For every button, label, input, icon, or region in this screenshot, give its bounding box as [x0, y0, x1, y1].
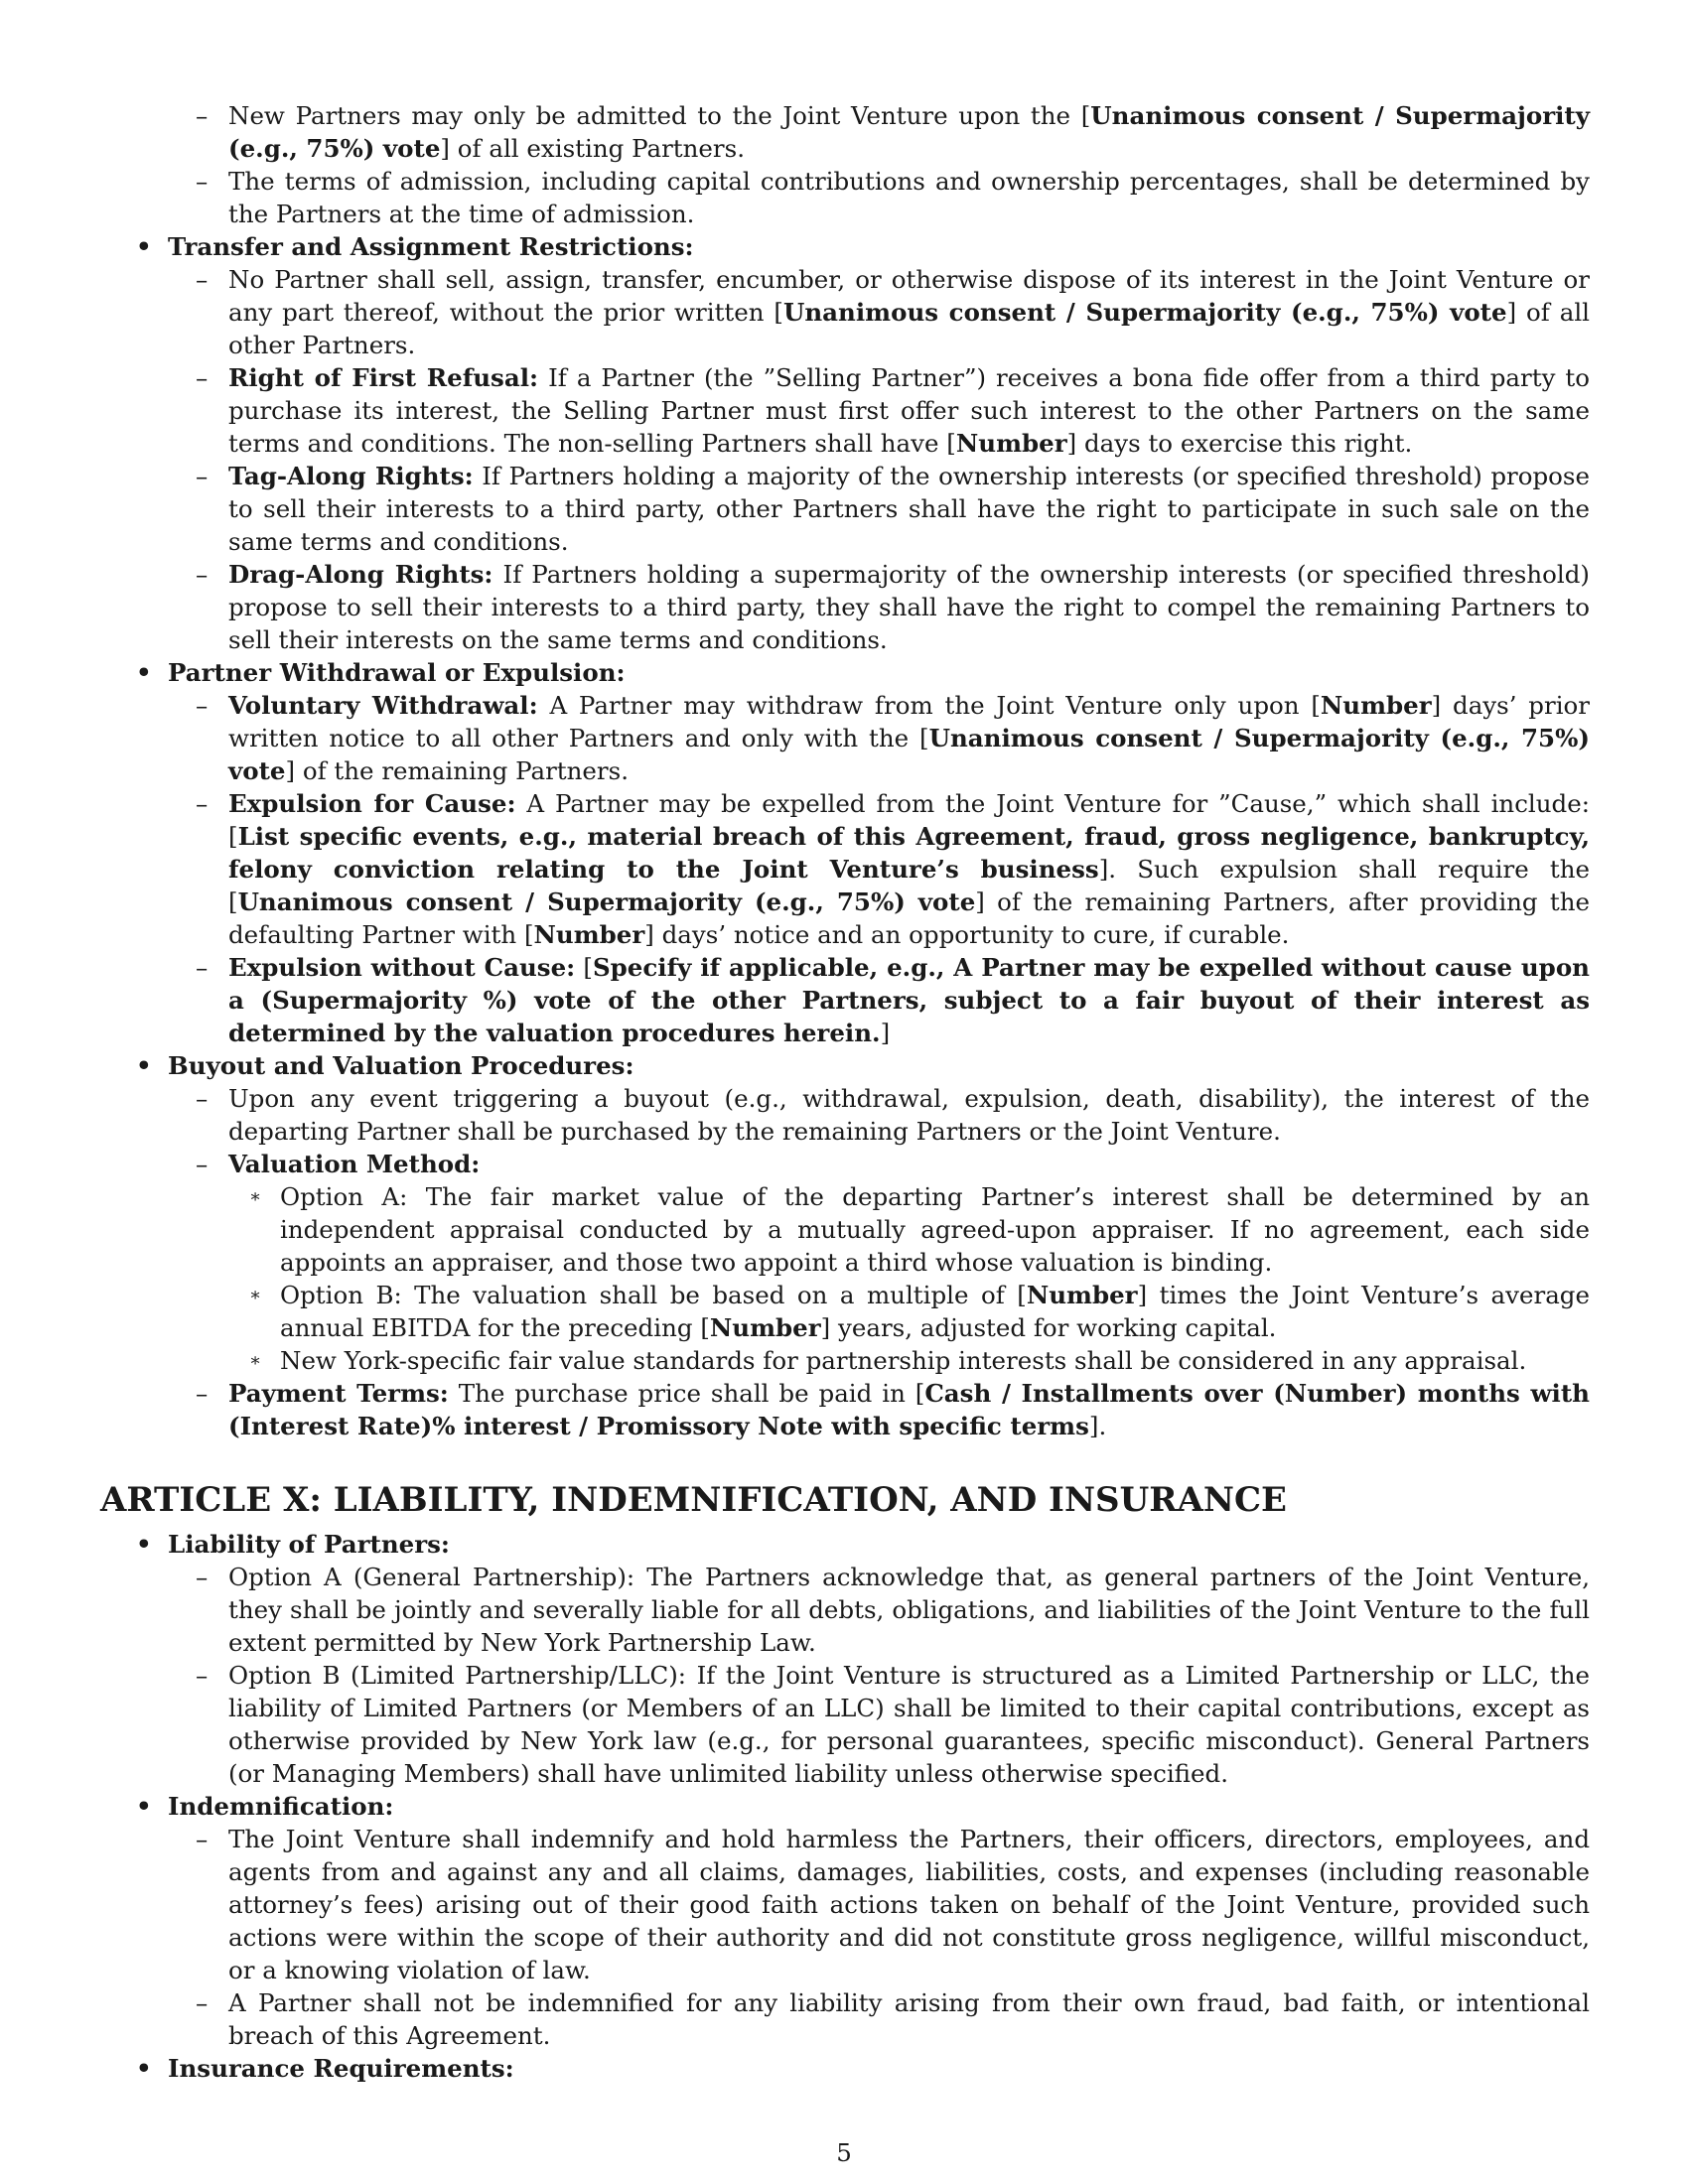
list-item: – Option B (Limited Partnership/LLC): If the Joint Venture is structured as a Limited Partnership or LLC, the liability of Limited Partners (or Members of an LLC) shall be limited to their capital contributions, except as otherwise provided by New York law (e.g., for personal guarantees, specific misconduct). General Partners (or Managing Members) shall have unlimited liability unless otherwise specified. [196, 1661, 1590, 1788]
article-heading: ARTICLE X: LIABILITY, INDEMNIFICATION, AND INSURANCE [100, 1480, 1287, 1520]
dash-marker: – [196, 462, 209, 490]
dash-marker: – [196, 1661, 209, 1690]
sub-list-item-option-b: ∗ Option B: The valuation shall be based on a multiple of [Number] times the Joint Venture’s average annual EBITDA for the preceding [Number] years, adjusted for working capital. [249, 1281, 1590, 1342]
dash-marker: – [196, 953, 209, 982]
dash-marker: – [196, 1825, 209, 1853]
list-item-payment-terms: – Payment Terms: The purchase price shall be paid in [Cash / Installments over (Number) months with (Interest Rate)% interest / Promissory Note with specific terms]. [196, 1379, 1590, 1440]
bullet-marker: • [136, 1051, 152, 1080]
document-page [100, 99, 1590, 2085]
dash-marker: – [196, 1084, 209, 1113]
list-item: – A Partner shall not be indemnified for any liability arising from their own fraud, bad faith, or intentional breach of this Agreement. [196, 1988, 1590, 2050]
bullet-marker: • [136, 232, 152, 261]
list-item: – New Partners may only be admitted to the Joint Venture upon the [Unanimous consent / Supermajority (e.g., 75%) vote] of all existing Partners. [196, 101, 1590, 163]
dash-marker: – [196, 1379, 209, 1408]
list-item-tag-along: – Tag-Along Rights: If Partners holding a majority of the ownership interests (or specified threshold) propose to sell their interests to a third party, other Partners shall have the right to participate in such sale on the same terms and conditions. [196, 462, 1590, 556]
star-marker: ∗ [249, 1285, 262, 1305]
list-item: – Upon any event triggering a buyout (e.g., withdrawal, expulsion, death, disability), the interest of the departing Partner shall be purchased by the remaining Partners or the Joint Venture. [196, 1084, 1590, 1146]
dash-marker: – [196, 167, 209, 196]
list-item: – The terms of admission, including capital contributions and ownership percentages, shall be determined by the Partners at the time of admission. [196, 167, 1590, 228]
dash-marker: – [196, 101, 209, 130]
dash-marker: – [196, 1150, 209, 1178]
list-item-drag-along: – Drag-Along Rights: If Partners holding a supermajority of the ownership interests (or specified threshold) propose to sell their interests to a third party, they shall have the right to compel the remaining Partners to sell their interests on the same terms and conditions. [196, 560, 1590, 654]
list-item-right-of-first-refusal: – Right of First Refusal: If a Partner (the ”Selling Partner”) receives a bona fide offer from a third party to purchase its interest, the Selling Partner must first offer such interest to the other Partners on the same terms and conditions. The non-selling Partners shall have [Number] days to exercise this right. [196, 363, 1591, 458]
dash-marker: – [196, 691, 209, 720]
section-heading-transfer: • Transfer and Assignment Restrictions: [136, 232, 694, 261]
bullet-marker: • [136, 1792, 152, 1821]
list-item-valuation-method: – Valuation Method: [196, 1150, 481, 1178]
dash-marker: – [196, 265, 209, 294]
sub-list-item-ny-standards: ∗ New York-specific fair value standards for partnership interests shall be considered in any appraisal. [249, 1346, 1527, 1375]
list-item-expulsion-without-cause: – Expulsion without Cause: [Specify if applicable, e.g., A Partner may be expelled without cause upon a (Supermajority %) vote of the other Partners, subject to a fair buyout of their interest as determined by the valuation procedures herein.] [196, 953, 1590, 1047]
dash-marker: – [196, 363, 209, 392]
star-marker: ∗ [249, 1186, 262, 1207]
list-item-expulsion-for-cause: – Expulsion for Cause: A Partner may be expelled from the Joint Venture for ”Cause,” which shall include: [List specific events, e.g., material breach of this Agreement, fraud, gross negligence, bankruptcy, felony conviction relating to the Joint Venture’s business]. Such expulsion shall require the [Unanimous consent / Supermajority (e.g., 75%) vote] of the remaining Partners, after providing the defaulting Partner with [Number] days’ notice and an opportunity to cure, if curable. [196, 789, 1590, 949]
section-heading-buyout: • Buyout and Valuation Procedures: [136, 1051, 634, 1080]
list-item-voluntary-withdrawal: – Voluntary Withdrawal: A Partner may withdraw from the Joint Venture only upon [Number] days’ prior written notice to all other Partners and only with the [Unanimous consent / Supermajority (e.g., 75%) vote] of the remaining Partners. [196, 691, 1590, 785]
section-heading-insurance: • Insurance Requirements: [136, 2054, 514, 2083]
bullet-marker: • [136, 1530, 152, 1559]
list-item: – No Partner shall sell, assign, transfer, encumber, or otherwise dispose of its interest in the Joint Venture or any part thereof, without the prior written [Unanimous consent / Supermajority (e.g., 75%) vote] of all other Partners. [196, 265, 1590, 359]
section-heading-withdrawal: • Partner Withdrawal or Expulsion: [136, 658, 626, 687]
dash-marker: – [196, 789, 209, 818]
bullet-marker: • [136, 2054, 152, 2083]
page-number: 5 [836, 2138, 852, 2167]
dash-marker: – [196, 560, 209, 589]
list-item: – The Joint Venture shall indemnify and hold harmless the Partners, their officers, directors, employees, and agents from and against any and all claims, damages, liabilities, costs, and expenses (including reasonable attorney’s fees) arising out of their good faith actions taken on behalf of the Joint Venture, provided such actions were within the scope of their authority and did not constitute gross negligence, willful misconduct, or a knowing violation of law. [196, 1825, 1590, 1984]
dash-marker: – [196, 1988, 209, 2017]
list-item: – Option A (General Partnership): The Partners acknowledge that, as general partners of the Joint Venture, they shall be jointly and severally liable for all debts, obligations, and liabilities of the Joint Venture to the full extent permitted by New York Partnership Law. [196, 1563, 1590, 1657]
section-heading-indemnification: • Indemnification: [136, 1792, 394, 1821]
bullet-marker: • [136, 658, 152, 687]
dash-marker: – [196, 1563, 209, 1591]
star-marker: ∗ [249, 1350, 262, 1371]
sub-list-item-option-a: ∗ Option A: The fair market value of the departing Partner’s interest shall be determined by an independent appraisal conducted by a mutually agreed-upon appraiser. If no agreement, each side appoints an appraiser, and those two appoint a third whose valuation is binding. [249, 1182, 1590, 1277]
section-heading-liability: • Liability of Partners: [136, 1530, 450, 1559]
